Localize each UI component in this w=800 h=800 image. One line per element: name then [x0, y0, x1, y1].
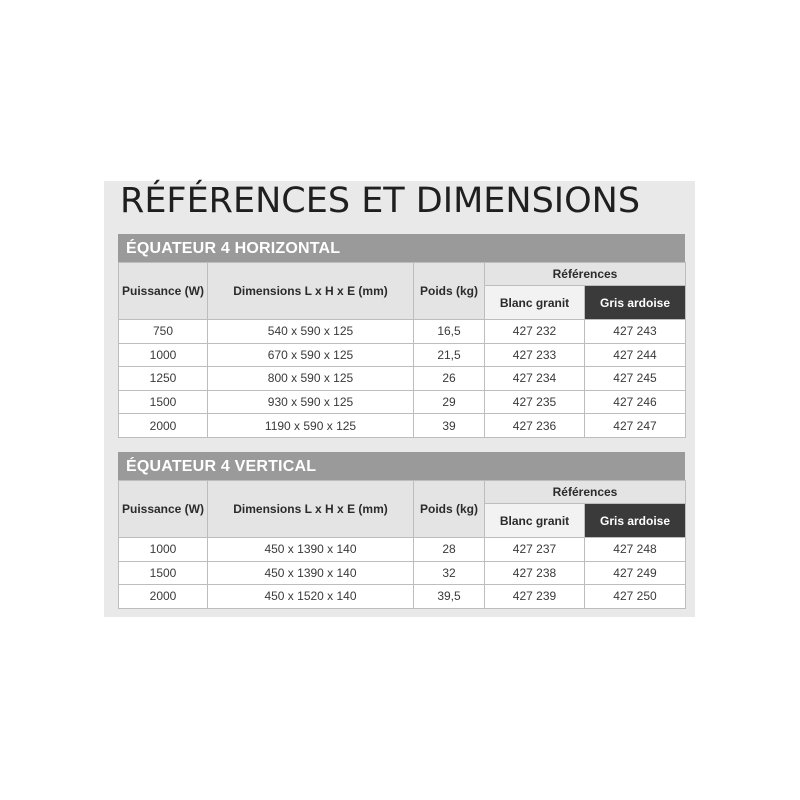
- header-gris-ardoise: Gris ardoise: [585, 286, 686, 320]
- header-references: Références: [485, 481, 686, 504]
- table-row: [119, 538, 686, 562]
- power-cell: 1500: [119, 390, 208, 414]
- dimensions-cell: 670 x 590 x 125: [208, 343, 414, 367]
- ref-white-cell: 427 236: [485, 414, 585, 438]
- power-cell: 1500: [119, 561, 208, 585]
- header-weight: Poids (kg): [414, 263, 485, 320]
- dimensions-cell: 800 x 590 x 125: [208, 367, 414, 391]
- header-references: Références: [485, 263, 686, 286]
- ref-grey-cell: 427 244: [585, 343, 686, 367]
- weight-cell: 39: [414, 414, 485, 438]
- spec-table: [118, 262, 686, 438]
- weight-cell: 26: [414, 367, 485, 391]
- ref-grey-cell: 427 246: [585, 390, 686, 414]
- weight-cell: 16,5: [414, 320, 485, 344]
- power-cell: 2000: [119, 414, 208, 438]
- weight-cell: 28: [414, 538, 485, 562]
- ref-white-cell: 427 239: [485, 585, 585, 609]
- section-title: ÉQUATEUR 4 HORIZONTAL: [118, 234, 685, 262]
- header-power: Puissance (W): [119, 263, 208, 320]
- power-cell: 1000: [119, 343, 208, 367]
- weight-cell: 32: [414, 561, 485, 585]
- weight-cell: 39,5: [414, 585, 485, 609]
- spec-table: [118, 480, 686, 609]
- ref-white-cell: 427 232: [485, 320, 585, 344]
- weight-cell: 21,5: [414, 343, 485, 367]
- references-panel: [104, 181, 695, 617]
- ref-white-cell: 427 238: [485, 561, 585, 585]
- dimensions-cell: 450 x 1390 x 140: [208, 561, 414, 585]
- table-row: [119, 320, 686, 344]
- header-gris-ardoise: Gris ardoise: [585, 504, 686, 538]
- table-row: [119, 343, 686, 367]
- dimensions-cell: 540 x 590 x 125: [208, 320, 414, 344]
- section-vertical: [118, 452, 685, 609]
- ref-grey-cell: 427 245: [585, 367, 686, 391]
- dimensions-cell: 450 x 1520 x 140: [208, 585, 414, 609]
- section-title: ÉQUATEUR 4 VERTICAL: [118, 452, 685, 480]
- header-weight: Poids (kg): [414, 481, 485, 538]
- power-cell: 1250: [119, 367, 208, 391]
- ref-grey-cell: 427 243: [585, 320, 686, 344]
- dimensions-cell: 450 x 1390 x 140: [208, 538, 414, 562]
- ref-white-cell: 427 234: [485, 367, 585, 391]
- ref-grey-cell: 427 250: [585, 585, 686, 609]
- dimensions-cell: 1190 x 590 x 125: [208, 414, 414, 438]
- ref-white-cell: 427 235: [485, 390, 585, 414]
- header-power: Puissance (W): [119, 481, 208, 538]
- table-row: [119, 561, 686, 585]
- table-row: [119, 390, 686, 414]
- ref-white-cell: 427 237: [485, 538, 585, 562]
- header-dimensions: Dimensions L x H x E (mm): [208, 481, 414, 538]
- page-title: RÉFÉRENCES ET DIMENSIONS: [120, 181, 641, 221]
- power-cell: 1000: [119, 538, 208, 562]
- section-horizontal: [118, 234, 685, 438]
- power-cell: 2000: [119, 585, 208, 609]
- power-cell: 750: [119, 320, 208, 344]
- header-dimensions: Dimensions L x H x E (mm): [208, 263, 414, 320]
- table-row: [119, 414, 686, 438]
- ref-grey-cell: 427 248: [585, 538, 686, 562]
- dimensions-cell: 930 x 590 x 125: [208, 390, 414, 414]
- ref-white-cell: 427 233: [485, 343, 585, 367]
- table-row: [119, 585, 686, 609]
- ref-grey-cell: 427 247: [585, 414, 686, 438]
- ref-grey-cell: 427 249: [585, 561, 686, 585]
- table-row: [119, 367, 686, 391]
- header-blanc-granit: Blanc granit: [485, 286, 585, 320]
- weight-cell: 29: [414, 390, 485, 414]
- header-blanc-granit: Blanc granit: [485, 504, 585, 538]
